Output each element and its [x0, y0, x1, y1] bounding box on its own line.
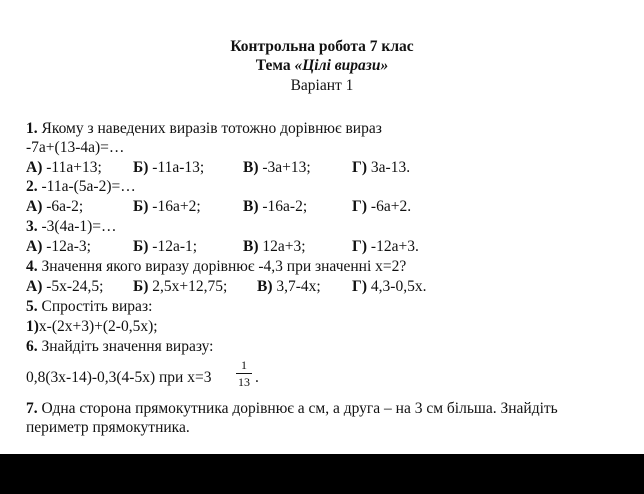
task-6-question [26, 338, 213, 356]
task-7-question [26, 400, 558, 418]
task-3-expression [26, 218, 117, 236]
option-v: В) -16a-2; [243, 198, 308, 215]
theme-prefix: Тема [255, 57, 295, 74]
option-a: А) -12a-3; [26, 238, 91, 255]
task-5-question [26, 298, 152, 316]
task-6-expression: 0,8(3x-14)-0,3(4-5x) при x=3 [26, 369, 212, 386]
option-a: А) -11a+13; [26, 159, 102, 176]
task-text: Одна сторона прямокутника дорівнює a см, а друга – на 3 см більша. Знайдіть [41, 400, 558, 417]
task-6-end: . [255, 369, 259, 386]
fraction-numerator: 1 [241, 358, 247, 372]
option-v: В) -3a+13; [243, 159, 311, 176]
option-b: Б) -16a+2; [133, 198, 201, 215]
task-text: Знайдіть значення виразу: [41, 338, 214, 355]
test-theme [0, 57, 644, 75]
task-number: 4. [26, 258, 38, 275]
option-g: Г) 4,3-0,5x. [352, 278, 427, 295]
task-number: 1. [26, 120, 38, 137]
variant-label: Варіант 1 [290, 77, 354, 94]
task-number: 3. [26, 218, 38, 235]
task-number: 5. [26, 298, 38, 315]
task-2-expression [26, 178, 136, 196]
option-a: А) -6a-2; [26, 198, 84, 215]
task-text: Якому з наведених виразів тотожно дорівнює вираз [41, 120, 382, 137]
test-title: Контрольна робота 7 клас [230, 38, 414, 55]
option-a: А) -5x-24,5; [26, 278, 104, 295]
bottom-black-bar [0, 454, 644, 494]
task-number: 2. [26, 178, 38, 195]
task-text: -11a-(5a-2)=… [41, 178, 136, 195]
fraction-bar [236, 373, 252, 374]
task-text: -3(4a-1)=… [41, 218, 117, 235]
theme-name: «Цілі вирази» [294, 57, 389, 74]
option-v: В) 3,7-4x; [257, 278, 321, 295]
task-7-line-2: периметр прямокутника. [26, 419, 190, 436]
fraction-denominator: 13 [238, 375, 250, 389]
task-1-expression: -7a+(13-4a)=… [26, 139, 125, 156]
option-b: Б) -12a-1; [133, 238, 198, 255]
option-v: В) 12a+3; [243, 238, 306, 255]
task-5-item [26, 318, 158, 336]
item-label: 1) [26, 318, 39, 335]
option-b: Б) 2,5x+12,75; [133, 278, 228, 295]
task-text: Спростіть вираз: [41, 298, 153, 315]
task-number: 7. [26, 400, 38, 417]
item-expression: x-(2x+3)+(2-0,5x); [38, 318, 158, 335]
option-b: Б) -11a-13; [133, 159, 205, 176]
task-number: 6. [26, 338, 38, 355]
option-g: Г) 3a-13. [352, 159, 411, 176]
task-text: Значення якого виразу дорівнює -4,3 при значенні x=2? [41, 258, 407, 275]
option-g: Г) -6a+2. [352, 198, 412, 215]
task-1-question [26, 120, 382, 138]
task-4-question [26, 258, 406, 276]
option-g: Г) -12a+3. [352, 238, 419, 255]
